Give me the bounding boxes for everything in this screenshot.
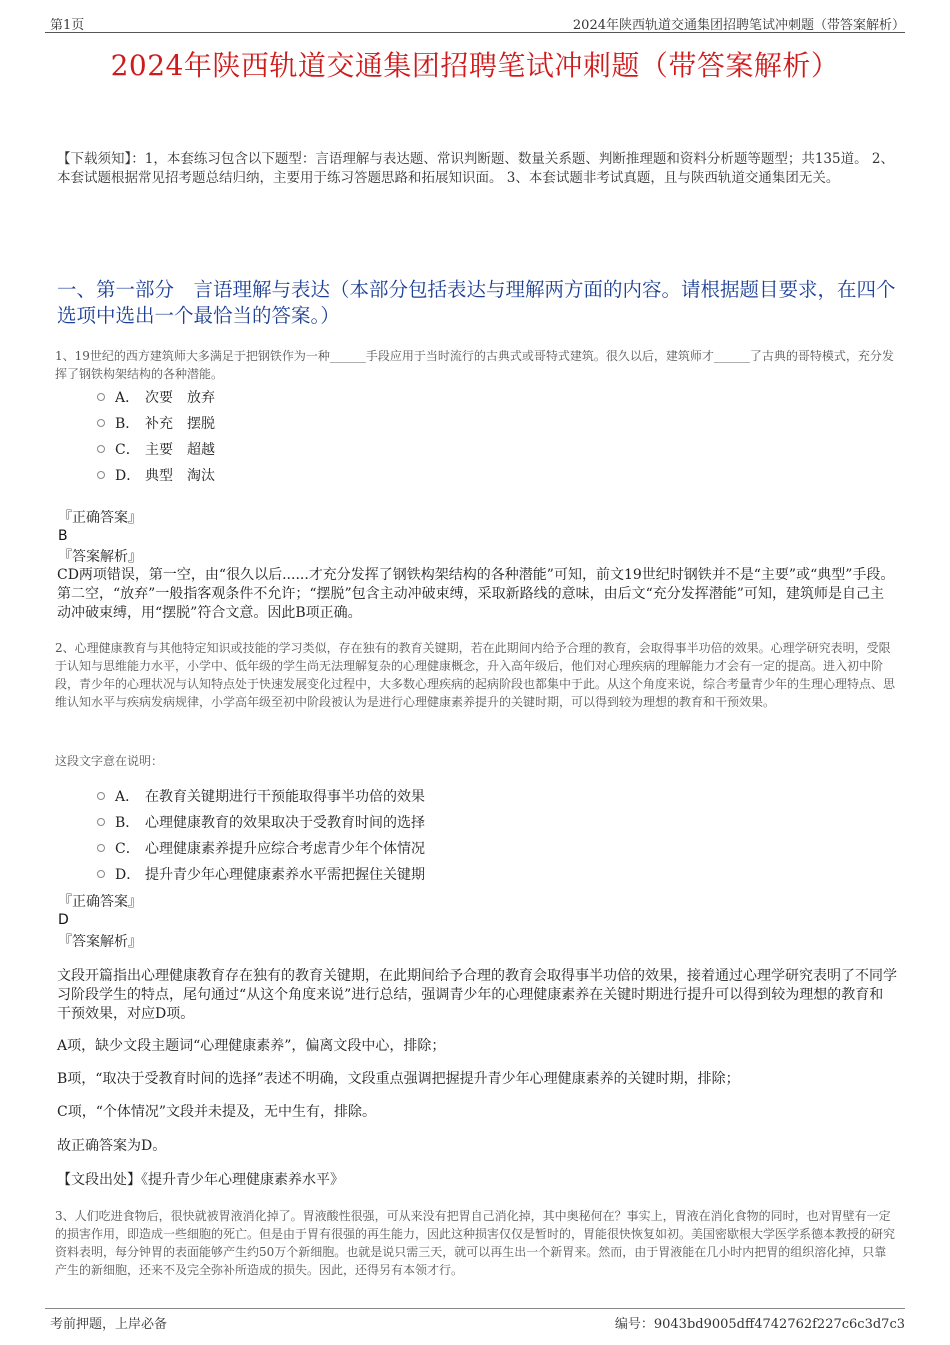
question-2-option-d[interactable]: D． 提升青少年心理健康素养水平需把握住关键期 <box>97 865 425 885</box>
header-divider <box>45 32 905 33</box>
question-3-text: 3、人们吃进食物后，很快就被胃液消化掉了。胃液酸性很强，可从来没有把胃自己消化掉，其中奥秘何在？事实上，胃液在消化食物的同时，也对胃壁有一定的损害作用，即造成一些细胞的死亡。但是由于胃有很强的再生能力，因此这种损害仅仅是暂时的，胃能很快恢复如初。美国密歇根大学医学系德本教授的研究资料表明，每分钟胃的表面能够产生约50万个新细胞。也就是说只需三天，就可以再生出一个新胃来。然而，由于胃液能在几小时内把胃的组织溶化掉，只靠产生的新细胞，还来不及完全弥补所造成的损失。因此，还得另有本领才行。 <box>55 1209 896 1277</box>
question-2-analysis-option-b: B项，“取决于受教育时间的选择”表述不明确，文段重点强调把握提升青少年心理健康素养的关键时期，排除； <box>57 1071 740 1087</box>
question-1-option-a[interactable]: A． 次要 放弃 <box>97 388 215 408</box>
header-page-number: 第1页 <box>50 18 85 33</box>
page-title: 2024年陕西轨道交通集团招聘笔试冲刺题（带答案解析） <box>110 49 840 82</box>
question-1-option-c[interactable]: C． 主要 超越 <box>97 440 215 460</box>
download-notice: 【下载须知】：1，本套练习包含以下题型：言语理解与表达题、常识判断题、数量关系题、判断推理题和资料分析题等题型；共135道。 2、本套试题根据常见招考题总结归纳，主要用于练习答题思路和拓展知识面。 3、本套试题非考试真题，且与陕西轨道交通集团无关。 <box>57 151 894 186</box>
radio-icon[interactable] <box>97 870 105 878</box>
question-1-answer: B <box>58 528 68 544</box>
question-1-option-d[interactable]: D． 典型 淘汰 <box>97 466 215 486</box>
question-2-option-c[interactable]: C． 心理健康素养提升应综合考虑青少年个体情况 <box>97 839 425 859</box>
question-2-stem: 这段文字意在说明： <box>55 754 164 768</box>
question-1-answer-label: 『正确答案』 <box>58 510 142 526</box>
question-2-analysis-label: 『答案解析』 <box>58 934 142 950</box>
section-heading: 一、第一部分 言语理解与表达（本部分包括表达与理解两方面的内容。请根据题目要求，在四个选项中选出一个最恰当的答案。） <box>57 278 896 327</box>
footer-slogan: 考前押题，上岸必备 <box>50 1317 168 1332</box>
footer-doc-id: 编号：9043bd9005dff4742762f227c6c3d7c3 <box>614 1317 905 1332</box>
question-1-option-b[interactable]: B． 补充 摆脱 <box>97 414 215 434</box>
question-2-text: 2、心理健康教育与其他特定知识或技能的学习类似，存在独有的教育关键期，若在此期间内给予合理的教育，会取得事半功倍的效果。心理学研究表明，受限于认知与思维能力水平，小学中、低年级的学生尚无法理解复杂的心理健康概念，升入高年级后，他们对心理疾病的理解能力才会有一定的提高。进入初中阶段，青少年的心理状况与认知特点处于快速发展变化过程中，大多数心理疾病的起病阶段也都集中于此。从这个角度来说，综合考量青少年的生理心理特点、思维认知水平与疾病发病规律，小学高年级至初中阶段被认为是进行心理健康素养提升的关键时期，可以得到较为理想的教育和干预效果。 <box>55 641 896 709</box>
header-doc-title: 2024年陕西轨道交通集团招聘笔试冲刺题（带答案解析） <box>572 18 905 33</box>
radio-icon[interactable] <box>97 471 105 479</box>
radio-icon[interactable] <box>97 445 105 453</box>
radio-icon[interactable] <box>97 818 105 826</box>
question-2-answer-label: 『正确答案』 <box>58 894 142 910</box>
radio-icon[interactable] <box>97 844 105 852</box>
question-1-analysis: CD两项错误，第一空，由“很久以后......才充分发挥了钢铁构架结构的各种潜能”可知，前文19世纪时钢铁并不是“主要”或“典型”手段。第二空，“放弃”一般指客观条件不允许；“摆脱”包含主动冲破束缚，采取新路线的意味，由后文“充分发挥潜能”可知，建筑师是自己主动冲破束缚，用“摆脱”符合文意。因此B项正确。 <box>57 567 895 621</box>
question-2-analysis-summary: 文段开篇指出心理健康教育存在独有的教育关键期，在此期间给予合理的教育会取得事半功倍的效果，接着通过心理学研究表明了不同学习阶段学生的特点，尾句通过“从这个角度来说”进行总结，强调青少年的心理健康素养在关键时期进行提升可以得到较为理想的教育和干预效果，对应D项。 <box>57 968 897 1022</box>
radio-icon[interactable] <box>97 419 105 427</box>
question-2-analysis-option-a: A项，缺少文段主题词“心理健康素养”，偏离文段中心，排除； <box>57 1038 446 1054</box>
footer-divider <box>45 1308 905 1309</box>
question-1-analysis-label: 『答案解析』 <box>58 549 142 565</box>
question-2-option-b[interactable]: B． 心理健康教育的效果取决于受教育时间的选择 <box>97 813 425 833</box>
radio-icon[interactable] <box>97 393 105 401</box>
question-2-answer: D <box>58 912 69 928</box>
question-2-analysis-option-c: C项，“个体情况”文段并未提及，无中生有，排除。 <box>57 1104 377 1120</box>
question-2-analysis-conclusion: 故正确答案为D。 <box>57 1138 167 1154</box>
question-2-option-a[interactable]: A． 在教育关键期进行干预能取得事半功倍的效果 <box>97 787 425 807</box>
radio-icon[interactable] <box>97 792 105 800</box>
question-2-source: 【文段出处】《提升青少年心理健康素养水平》 <box>57 1172 344 1188</box>
question-1-text: 1、19世纪的西方建筑师大多满足于把钢铁作为一种______手段应用于当时流行的古典式或哥特式建筑。很久以后，建筑师才______了古典的哥特模式，充分发挥了钢铁构架结构的各种潜能。 <box>55 349 894 381</box>
